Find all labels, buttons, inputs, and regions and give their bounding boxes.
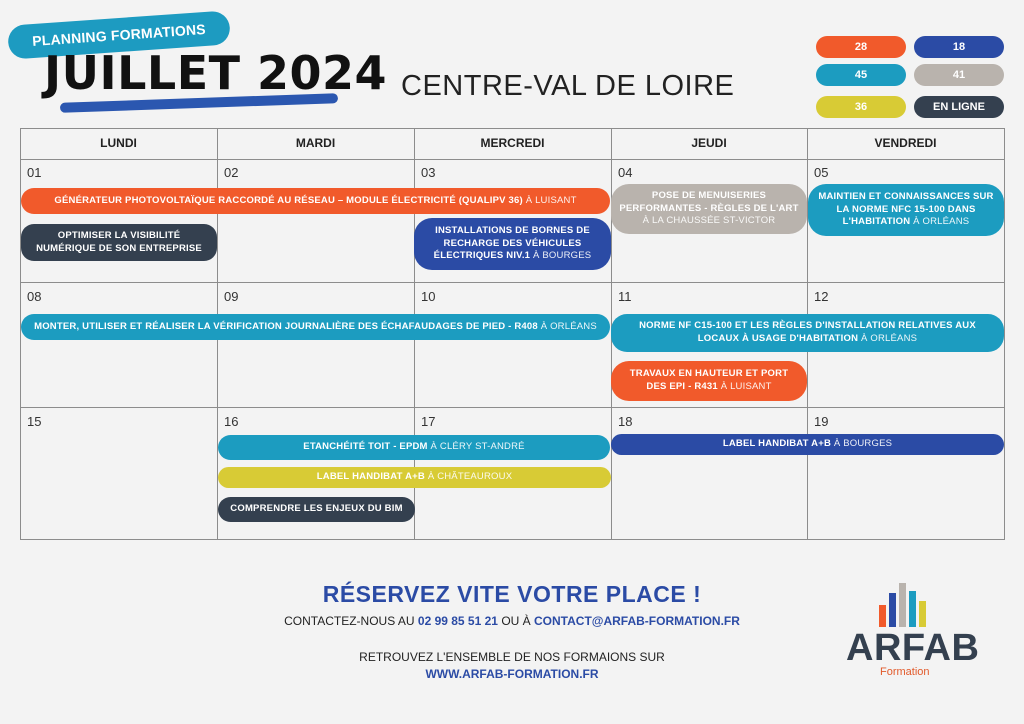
day-number: 02 [224,165,239,180]
month-title: JUILLET 2024 [44,46,388,100]
day-header-lundi: LUNDI [100,136,137,150]
cta-title: RÉSERVEZ VITE VOTRE PLACE ! [322,581,702,607]
event-menuiseries[interactable] [611,184,807,234]
event-location: À CLÉRY ST-ANDRÉ [430,441,525,453]
legend-en-ligne: EN LIGNE [914,96,1004,118]
event-title: INSTALLATIONS DE BORNES DE RECHARGE DES VÉHICULES ÉLECTRIQUES NIV.1 [433,224,590,262]
day-header-jeudi: JEUDI [691,136,727,150]
day-number: 18 [618,414,633,429]
legend-45: 45 [816,64,906,86]
calendar-grid [20,128,1004,540]
day-number: 04 [618,165,633,180]
region-title: CENTRE-VAL DE LOIRE [401,70,735,102]
event-bim[interactable] [218,497,415,522]
website-link[interactable]: WWW.ARFAB-FORMATION.FR [425,667,599,681]
day-header-vendredi: VENDREDI [874,136,937,150]
event-title: TRAVAUX EN HAUTEUR ET PORT DES EPI - R431 [629,368,789,392]
event-nfc-15-100[interactable] [808,184,1004,236]
logo-bar [899,583,906,627]
day-number: 17 [421,414,436,429]
day-number: 05 [814,165,829,180]
day-number: 16 [224,414,239,429]
event-location: À LUISANT [720,381,772,392]
event-nf-c15-100-habitation[interactable] [611,314,1004,352]
day-header-mercredi: MERCREDI [480,136,545,150]
legend-36: 36 [816,96,906,118]
event-bornes-recharge[interactable] [414,218,611,270]
event-title: GÉNÉRATEUR PHOTOVOLTAÏQUE RACCORDÉ AU RÉSEAU – MODULE ÉLECTRICITÉ (QUALIPV 36) [54,194,523,206]
legend-41: 41 [914,64,1004,86]
logo-subtitle: Formation [880,666,930,678]
phone-link[interactable]: 02 99 85 51 21 [417,614,498,628]
event-location: À CHÂTEAUROUX [427,471,513,483]
logo-bar [889,593,896,627]
logo-name: ARFAB [846,627,980,669]
event-title: NORME NF C15-100 ET LES RÈGLES D'INSTALLATION RELATIVES AUX LOCAUX À USAGE D'HABITATION [639,320,976,344]
contact-prefix: CONTACTEZ-NOUS AU [284,614,415,628]
day-number: 12 [814,289,829,304]
event-title: MONTER, UTILISER ET RÉALISER LA VÉRIFICATION JOURNALIÈRE DES ÉCHAFAUDAGES DE PIED - R408 [34,320,538,332]
event-title: LABEL HANDIBAT A+B [722,438,832,450]
event-visibilite-numerique[interactable] [21,224,217,261]
event-location: À BOURGES [533,250,592,262]
event-location: À LA CHAUSSÉE ST-VICTOR [642,215,776,227]
logo-bar [909,591,916,627]
day-number: 01 [27,165,42,180]
event-location: À ORLÉANS [913,216,970,228]
logo-bar [879,605,886,627]
event-title: LABEL HANDIBAT A+B [316,471,425,483]
legend-28: 28 [816,36,906,58]
day-number: 15 [27,414,42,429]
event-etancheite-toit[interactable] [218,435,610,460]
day-number: 19 [814,414,829,429]
email-link[interactable]: CONTACT@ARFAB-FORMATION.FR [534,614,740,628]
event-handibat-bourges[interactable] [611,434,1004,455]
logo-bar [919,601,926,627]
event-location: À BOURGES [833,438,893,450]
event-title: OPTIMISER LA VISIBILITÉ NUMÉRIQUE DE SON ENTREPRISE [36,229,202,254]
contact-line [0,614,1024,628]
event-travaux-hauteur[interactable] [611,361,807,401]
day-header-mardi: MARDI [295,136,336,150]
event-title: ETANCHÉITÉ TOIT - EPDM [303,441,428,453]
event-location: À ORLÉANS [540,320,597,332]
day-number: 08 [27,289,42,304]
event-title: COMPRENDRE LES ENJEUX DU BIM [230,503,403,515]
day-number: 09 [224,289,239,304]
day-number: 11 [618,289,632,304]
retrouvez-text: RETROUVEZ L'ENSEMBLE DE NOS FORMAIONS SUR [359,650,665,664]
event-title: POSE DE MENUISERIES PERFORMANTES - RÈGLES DE L'ART [619,189,799,214]
event-location: À LUISANT [525,194,577,206]
logo-bars [879,583,939,627]
planning-tag: PLANNING FORMATIONS [7,10,231,59]
day-number: 03 [421,165,436,180]
event-photovoltaique[interactable] [21,188,610,214]
legend-18: 18 [914,36,1004,58]
contact-mid: OU À [501,614,531,628]
event-location: À ORLÉANS [861,333,918,344]
day-number: 10 [421,289,436,304]
event-title: MAINTIEN ET CONNAISSANCES SUR LA NORME NFC 15-100 DANS L'HABITATION [818,190,994,228]
event-handibat-chateauroux[interactable] [218,467,611,488]
event-echafaudages[interactable] [21,314,610,340]
